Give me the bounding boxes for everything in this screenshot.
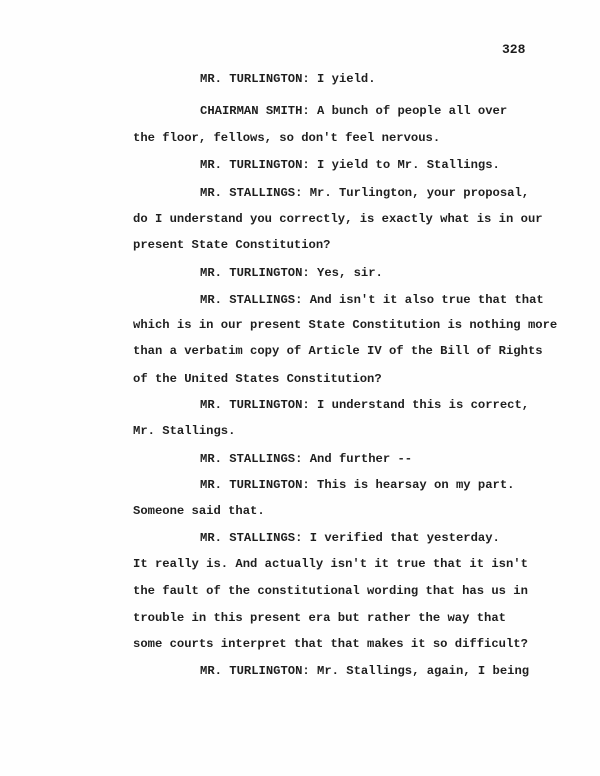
transcript-line: MR. TURLINGTON: Yes, sir. xyxy=(200,266,383,280)
transcript-line: MR. TURLINGTON: I understand this is correct, xyxy=(200,398,530,412)
transcript-line: It really is. And actually isn't it true that it isn't xyxy=(133,557,528,571)
page-number: 328 xyxy=(502,42,526,57)
transcript-line: the fault of the constitutional wording that has us in xyxy=(133,584,528,598)
transcript-line: CHAIRMAN SMITH: A bunch of people all over xyxy=(200,104,508,118)
transcript-line: MR. STALLINGS: I verified that yesterday. xyxy=(200,531,500,545)
transcript-line: do I understand you correctly, is exactly what is in our xyxy=(133,212,543,226)
transcript-line: of the United States Constitution? xyxy=(133,372,382,386)
transcript-line: some courts interpret that that makes it so difficult? xyxy=(133,637,528,651)
transcript-line: MR. STALLINGS: And further -- xyxy=(200,452,413,466)
transcript-line: than a verbatim copy of Article IV of the Bill of Rights xyxy=(133,344,543,358)
transcript-line: MR. TURLINGTON: I yield. xyxy=(200,72,376,86)
transcript-line: MR. STALLINGS: And isn't it also true that that xyxy=(200,293,544,307)
transcript-line: trouble in this present era but rather the way that xyxy=(133,611,506,625)
transcript-line: MR. TURLINGTON: Mr. Stallings, again, I being xyxy=(200,664,530,678)
transcript-line: present State Constitution? xyxy=(133,238,331,252)
transcript-line: the floor, fellows, so don't feel nervous. xyxy=(133,131,441,145)
transcript-line: MR. STALLINGS: Mr. Turlington, your proposal, xyxy=(200,186,530,200)
transcript-line: which is in our present State Constitution is nothing more xyxy=(133,318,558,332)
transcript-line: Someone said that. xyxy=(133,504,265,518)
transcript-line: MR. TURLINGTON: I yield to Mr. Stallings. xyxy=(200,158,500,172)
transcript-line: MR. TURLINGTON: This is hearsay on my part. xyxy=(200,478,515,492)
transcript-line: Mr. Stallings. xyxy=(133,424,236,438)
